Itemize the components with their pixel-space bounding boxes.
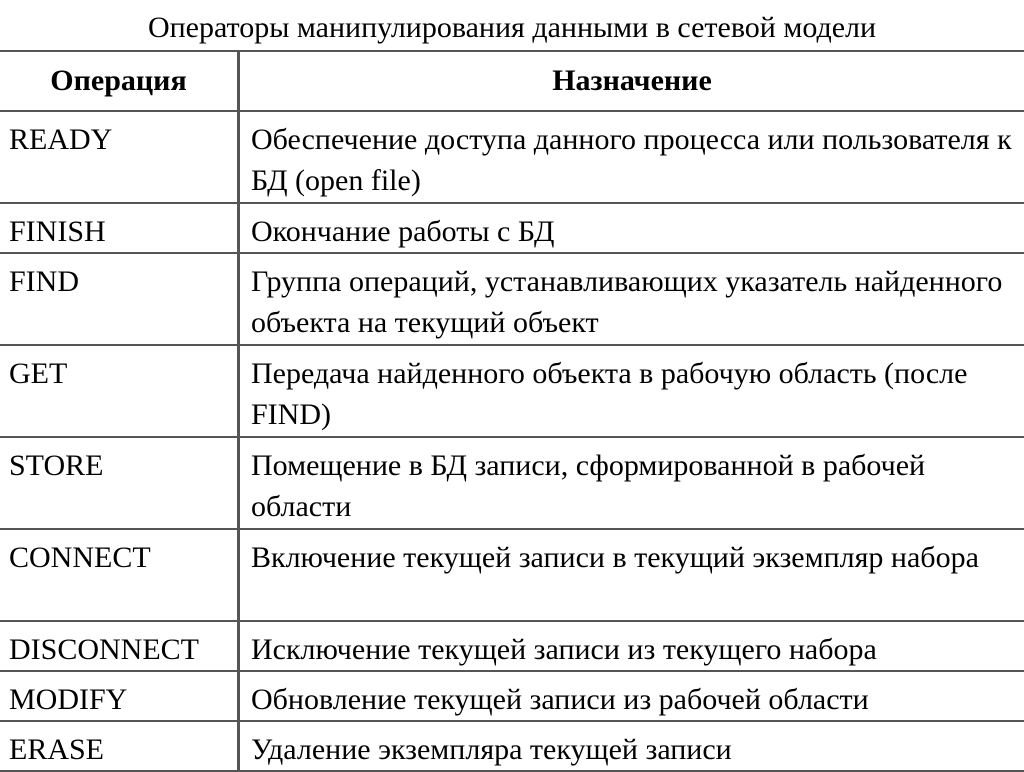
- operation-cell: FIND: [0, 254, 240, 344]
- table-header-row: [0, 52, 1024, 110]
- purpose-cell: Передача найденного объекта в рабочую область (после FIND): [251, 357, 968, 431]
- table-row: [0, 202, 1024, 252]
- operation-cell: GET: [0, 346, 240, 436]
- table-row: [0, 344, 1024, 436]
- operation-cell: ERASE: [0, 722, 240, 770]
- purpose-cell: Обеспечение доступа данного процесса или пользователя к БД (open file): [251, 123, 1012, 197]
- operation-cell: READY: [0, 112, 240, 202]
- operations-table: [0, 50, 1024, 772]
- table-row: [0, 436, 1024, 528]
- purpose-cell: Удаление экземпляра текущей записи: [251, 733, 732, 766]
- purpose-cell: Группа операций, устанавливающих указатель найденного объекта на текущий объект: [251, 265, 1003, 339]
- table-row: [0, 670, 1024, 720]
- purpose-cell: Окончание работы с БД: [251, 215, 555, 248]
- purpose-cell: Исключение текущей записи из текущего набора: [251, 633, 877, 666]
- operation-cell: DISCONNECT: [0, 622, 240, 670]
- purpose-cell: Помещение в БД записи, сформированной в рабочей области: [251, 449, 926, 523]
- operation-cell: STORE: [0, 438, 240, 528]
- table-row: [0, 252, 1024, 344]
- table-row: [0, 528, 1024, 620]
- header-operation: Операция: [0, 52, 240, 110]
- purpose-cell: Включение текущей записи в текущий экземпляр набора: [251, 541, 979, 574]
- purpose-cell: Обновление текущей записи из рабочей области: [251, 683, 869, 716]
- operation-cell: FINISH: [0, 204, 240, 252]
- page-title: Операторы манипулирования данными в сетевой модели: [147, 11, 877, 44]
- table-row: [0, 720, 1024, 770]
- operation-cell: MODIFY: [0, 672, 240, 720]
- table-row: [0, 110, 1024, 202]
- table-row: [0, 620, 1024, 670]
- operation-cell: CONNECT: [0, 530, 240, 620]
- header-purpose: Назначение: [552, 64, 712, 97]
